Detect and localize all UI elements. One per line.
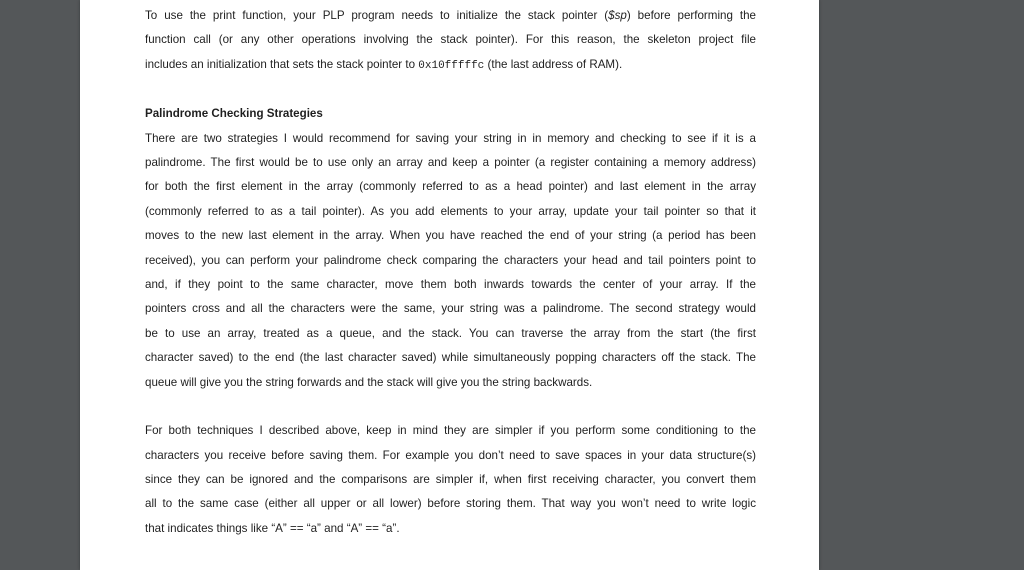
strategies-line: (commonly referred to as a tail pointer). As you add elements to your array, update your tail pointer so that it (145, 204, 756, 218)
ram-address-code: 0x10fffffc (418, 59, 485, 72)
intro-line-1 (145, 4, 756, 28)
strategies-line: pointers cross and all the characters were the same, your string was a palindrome. The second strategy would (145, 302, 756, 316)
strategies-line: and, if they point to the same character, move them both inwards towards the center of your array. If the (145, 278, 756, 292)
strategies-line: queue will give you the string forwards and the stack will give you the string backwards. (145, 375, 593, 389)
intro-line-3-text-b: (the last address of RAM). (484, 57, 623, 71)
strategies-line: be to use an array, treated as a queue, and the stack. You can traverse the array from the start (the first (145, 326, 756, 340)
strategies-line: palindrome. The first would be to use only an array and keep a pointer (a register containing a memory address) (145, 156, 756, 170)
paragraph-spacer (145, 395, 756, 419)
intro-paragraph (145, 4, 756, 78)
intro-line-1-text-a: To use the print function, your PLP program needs to initialize the stack pointer ( (145, 9, 609, 22)
strategies-line: character saved) to the end (the last character saved) while simultaneously popping characters off the stack. The (145, 351, 756, 365)
strategies-line: moves to the new last element in the array. When you have reached the end of your string (a period has been (145, 229, 756, 243)
intro-line-2: function call (or any other operations involving the stack pointer). For this reason, the skeleton project file (145, 33, 756, 47)
strategies-paragraph (145, 127, 756, 395)
paragraph-spacer (145, 78, 756, 102)
strategies-line: for both the first element in the array (commonly referred to as a head pointer) and last element in the array (145, 180, 756, 194)
document-page (80, 0, 819, 570)
stack-pointer-register: $sp (608, 9, 627, 22)
page-content (145, 4, 756, 541)
closing-line: characters you receive before saving them. For example you don’t need to save spaces in your data structure(s) (145, 448, 756, 462)
intro-line-1-text-b: ) before performing the (626, 9, 756, 22)
closing-line: since they can be ignored and the comparisons are simpler if, when first receiving character, you convert them (145, 472, 756, 486)
closing-line: that indicates things like “A” == “a” and “A” == “a”. (145, 521, 400, 535)
closing-paragraph (145, 419, 756, 541)
closing-line: For both techniques I described above, keep in mind they are simpler if you perform some conditioning to the (145, 424, 756, 438)
intro-line-3-text-a: includes an initialization that sets the stack pointer to (145, 57, 419, 71)
strategies-line: There are two strategies I would recommend for saving your string in in memory and checking to see if it is a (145, 131, 756, 145)
closing-line: all to the same case (either all upper or all lower) before storing them. That way you won’t need to write logic (145, 497, 756, 511)
intro-line-3 (145, 53, 756, 78)
strategies-line: received), you can perform your palindrome check comparing the characters your head and tail pointers point to (145, 253, 756, 267)
section-heading: Palindrome Checking Strategies (145, 107, 323, 121)
